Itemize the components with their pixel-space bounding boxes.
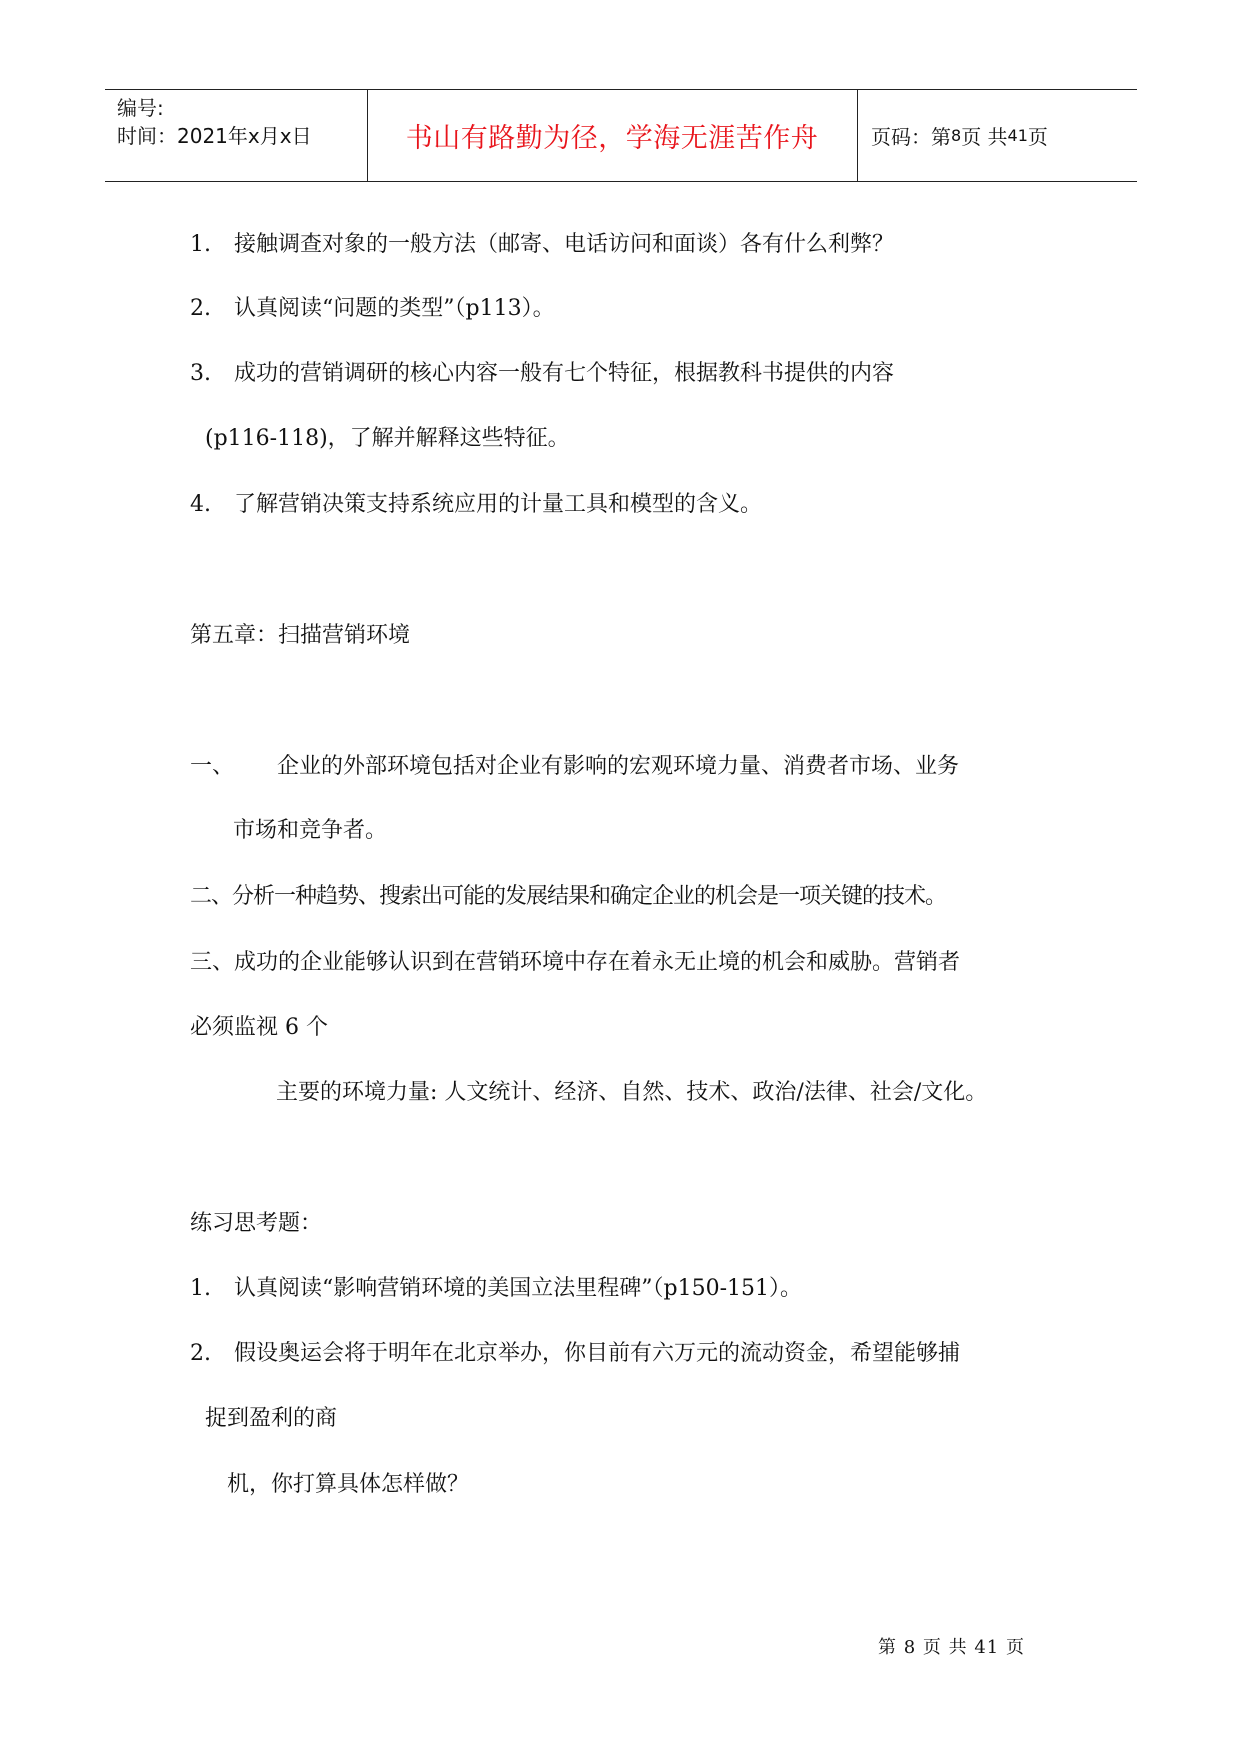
paragraph-3-continuation-2: 主要的环境力量: 人文统计、经济、自然、技术、政治/法律、社会/文化。	[276, 1080, 988, 1105]
paragraph-text: 企业的外部环境包括对企业有影响的宏观环境力量、消费者市场、业务	[277, 754, 960, 779]
paragraph-3: 三、成功的企业能够认识到在营销环境中存在着永无止境的机会和威胁。营销者	[190, 950, 961, 975]
question-number: 1.	[190, 232, 211, 257]
page-prefix: 页码：第	[871, 124, 951, 149]
header-meta	[117, 94, 312, 150]
header-motto: 书山有路勤为径，学海无涯苦作舟	[405, 122, 819, 154]
question-3	[190, 359, 894, 389]
exercise-2-continuation: 捉到盈利的商	[205, 1406, 338, 1431]
exercise-text: 认真阅读“影响营销环境的美国立法里程碑”（p150-151）。	[234, 1276, 802, 1301]
exercise-1	[190, 1274, 802, 1304]
chapter-title: 第五章：扫描营销环境	[190, 623, 411, 648]
question-text: 了解营销决策支持系统应用的计量工具和模型的含义。	[234, 492, 763, 517]
question-number: 2.	[190, 296, 211, 321]
page-suffix: 页	[1027, 124, 1048, 149]
question-3-continuation: (p116-118)，了解并解释这些特征。	[205, 426, 570, 451]
question-text: 认真阅读“问题的类型”（p113）。	[234, 296, 555, 321]
paragraph-1	[190, 752, 959, 782]
question-text: 成功的营销调研的核心内容一般有七个特征，根据教科书提供的内容	[234, 361, 895, 386]
page-current: 8	[951, 125, 962, 145]
exercise-number: 2.	[190, 1341, 211, 1366]
exercise-2	[190, 1339, 960, 1369]
question-number: 3.	[190, 361, 211, 386]
number-label: 编号:	[117, 96, 164, 120]
exercise-number: 1.	[190, 1276, 211, 1301]
exercise-title: 练习思考题：	[190, 1211, 323, 1236]
header-divider-right	[857, 90, 858, 181]
exercise-2-continuation-2: 机，你打算具体怎样做？	[227, 1472, 470, 1497]
page-total: 41	[1007, 125, 1028, 145]
question-text: 接触调查对象的一般方法（邮寄、电话访问和面谈）各有什么利弊？	[234, 232, 895, 257]
paragraph-1-continuation: 市场和竞争者。	[233, 818, 388, 843]
paragraph-3-continuation: 必须监视 6 个	[190, 1015, 328, 1040]
header-page-info	[871, 90, 1048, 180]
time-label: 时间：2021年x月x日	[117, 124, 312, 148]
page-footer: 第 8 页 共 41 页	[878, 1637, 1025, 1658]
question-1	[190, 230, 894, 260]
question-4	[190, 490, 762, 520]
exercise-text: 假设奥运会将于明年在北京举办，你目前有六万元的流动资金，希望能够捕	[234, 1341, 961, 1366]
paragraph-number: 一、	[190, 754, 235, 779]
paragraph-2: 二、分析一种趋势、搜索出可能的发展结果和确定企业的机会是一项关键的技术。	[190, 884, 947, 909]
page-header	[105, 89, 1137, 182]
question-2	[190, 294, 555, 324]
question-number: 4.	[190, 492, 211, 517]
page-mid: 页 共	[961, 124, 1008, 149]
